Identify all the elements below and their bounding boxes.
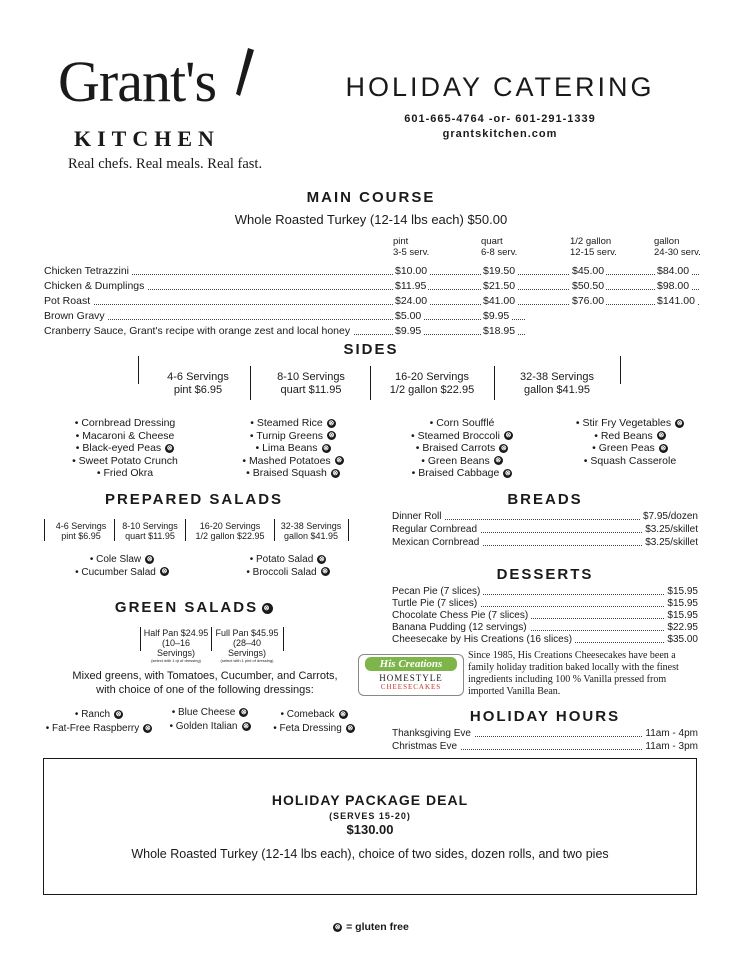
gluten-free-icon: ⊗ xyxy=(332,469,339,477)
salad-tier: 32-38 Servings gallon $41.95 xyxy=(280,521,342,541)
list-item: • Ranch ⊗ xyxy=(40,708,158,722)
item-price: $22.95 xyxy=(664,622,698,633)
item-price: $35.00 xyxy=(664,634,698,645)
table-row xyxy=(44,265,704,280)
item-name: Pecan Pie (7 slices) xyxy=(392,586,483,597)
page-title: HOLIDAY CATERING xyxy=(345,72,655,102)
list-item: • Golden Italian ⊗ xyxy=(160,720,260,734)
list-item: • Fried Okra xyxy=(60,467,190,480)
dressings-col2 xyxy=(160,706,260,734)
gluten-free-icon: ⊗ xyxy=(161,568,168,576)
prepared-salads-heading: PREPARED SALADS xyxy=(104,491,284,508)
price-cell: $45.00 xyxy=(572,265,605,277)
price-cell: $98.00 xyxy=(657,280,690,292)
item-price: $15.95 xyxy=(664,598,698,609)
gluten-free-icon: ⊗ xyxy=(323,444,329,452)
hours-list xyxy=(392,728,698,754)
phone-numbers: 601-665-4764 -or- 601-291-1339 xyxy=(404,113,596,125)
gluten-free-icon: ⊗ xyxy=(144,724,151,732)
list-item: • Stir Fry Vegetables ⊗ xyxy=(560,417,700,430)
list-item: • Turnip Greens ⊗ xyxy=(228,430,358,443)
sides-tier: 16-20 Servings 1/2 gallon $22.95 xyxy=(389,371,475,396)
sides-col2 xyxy=(228,417,358,480)
list-item: • Macaroni & Cheese xyxy=(60,430,190,443)
price-cell: $9.95 xyxy=(395,325,422,337)
main-course-list xyxy=(44,265,704,340)
list-item: • Braised Cabbage ⊗ xyxy=(392,467,532,480)
item-price: $3.25/skillet xyxy=(642,524,698,535)
logo-sub: KITCHEN xyxy=(74,126,220,151)
gluten-free-icon: ⊗ xyxy=(166,444,173,452)
item-price: 11am - 4pm xyxy=(642,728,698,739)
size-header-half-gallon: 1/2 gallon 12-15 serv. xyxy=(570,236,617,258)
price-cell: $50.50 xyxy=(572,280,605,292)
sides-tier: 8-10 Servings quart $11.95 xyxy=(277,371,345,396)
gluten-free-icon: ⊗ xyxy=(263,604,272,612)
gluten-free-icon: ⊗ xyxy=(115,710,122,718)
list-item xyxy=(392,634,698,646)
item-name: Chicken Tetrazzini xyxy=(44,265,132,277)
price-cell: $84.00 xyxy=(657,265,690,277)
divider xyxy=(250,366,251,400)
package-desc: Whole Roasted Turkey (12-14 lbs each), choice of two sides, dozen rolls, and two pies xyxy=(131,847,609,861)
size-header-pint: pint 3-5 serv. xyxy=(393,236,430,258)
gluten-free-icon: ⊗ xyxy=(328,419,335,427)
gluten-free-icon: ⊗ xyxy=(243,722,249,730)
price-cell: $41.00 xyxy=(483,295,516,307)
gluten-free-icon: ⊗ xyxy=(504,469,511,477)
list-item: • Sweet Potato Crunch xyxy=(60,455,190,468)
desserts-heading: DESSERTS xyxy=(496,566,594,583)
gluten-free-icon: ⊗ xyxy=(340,710,346,718)
holiday-hours-heading: HOLIDAY HOURS xyxy=(469,708,621,725)
package-heading: HOLIDAY PACKAGE DEAL xyxy=(271,792,469,808)
dressings-col1 xyxy=(40,708,158,736)
prepared-salads-col1 xyxy=(62,554,182,579)
sides-heading: SIDES xyxy=(343,341,399,358)
sides-col3 xyxy=(392,417,532,480)
list-item: • Corn Soufflé xyxy=(392,417,532,430)
green-salads-heading: GREEN SALADS ⊗ xyxy=(114,599,272,616)
divider xyxy=(138,356,139,384)
divider xyxy=(140,627,141,651)
gluten-free-legend: ⊗ = gluten free xyxy=(334,921,409,933)
full-pan: Full Pan $45.95 (28–40 Servings) (select with 1 pint of dressing) xyxy=(215,628,279,663)
price-cell: $10.00 xyxy=(395,265,428,277)
gluten-free-icon: ⊗ xyxy=(495,457,502,465)
prepared-salads-col2 xyxy=(228,554,348,579)
item-price: $15.95 xyxy=(664,586,698,597)
gluten-free-icon: ⊗ xyxy=(240,708,247,716)
list-item: • Broccoli Salad ⊗ xyxy=(228,567,348,580)
cheesecake-note: Since 1985, His Creations Cheesecakes have been a family holiday tradition baked locally with the finest ingredients including 100 % Vanilla pressed from imported Vanilla Bean. xyxy=(468,650,679,697)
item-price: $7.95/dozen xyxy=(640,511,698,522)
table-row xyxy=(44,325,704,340)
item-name: Pot Roast xyxy=(44,295,93,307)
list-item xyxy=(392,586,698,598)
item-name: Christmas Eve xyxy=(392,741,460,752)
item-price: 11am - 3pm xyxy=(642,741,698,752)
table-row xyxy=(44,310,704,325)
list-item: • Cucumber Salad ⊗ xyxy=(62,567,182,580)
list-item: • Green Peas ⊗ xyxy=(560,442,700,455)
dressings-col3 xyxy=(264,708,364,736)
divider xyxy=(494,366,495,400)
his-creations-logo: His Creations HOMESTYLE CHEESECAKES xyxy=(358,654,464,696)
website: grantskitchen.com xyxy=(442,128,558,140)
divider xyxy=(114,519,115,541)
list-item: • Comeback ⊗ xyxy=(264,708,364,722)
list-item: • Braised Squash ⊗ xyxy=(228,467,358,480)
item-name: Chocolate Chess Pie (7 slices) xyxy=(392,610,531,621)
size-header-quart: quart 6-8 serv. xyxy=(481,236,518,258)
list-item: • Red Beans ⊗ xyxy=(560,430,700,443)
gluten-free-icon: ⊗ xyxy=(328,432,335,440)
price-cell: $141.00 xyxy=(657,295,695,307)
gluten-free-icon: ⊗ xyxy=(676,419,683,427)
item-name: Mexican Cornbread xyxy=(392,537,482,548)
gluten-free-icon: ⊗ xyxy=(322,568,329,576)
item-name: Cheesecake by His Creations (16 slices) xyxy=(392,634,575,645)
list-item: • Cole Slaw ⊗ xyxy=(62,554,182,567)
list-item: • Lima Beans ⊗ xyxy=(228,442,358,455)
table-row xyxy=(44,295,704,310)
salad-tier: 4-6 Servings pint $6.95 xyxy=(55,521,107,541)
half-pan: Half Pan $24.95 (10–16 Servings) (select with 1 qt of dressing) xyxy=(143,628,209,663)
tagline: Real chefs. Real meals. Real fast. xyxy=(68,156,263,172)
price-cell: $19.50 xyxy=(483,265,516,277)
gluten-free-icon: ⊗ xyxy=(660,444,667,452)
sides-tier: 32-38 Servings gallon $41.95 xyxy=(520,371,594,396)
turkey-line: Whole Roasted Turkey (12-14 lbs each) $50.00 xyxy=(234,212,508,227)
list-item xyxy=(392,511,698,524)
salad-tier: 16-20 Servings 1/2 gallon $22.95 xyxy=(195,521,265,541)
list-item xyxy=(392,622,698,634)
list-item: • Feta Dressing ⊗ xyxy=(264,722,364,736)
gluten-free-icon: ⊗ xyxy=(658,432,665,440)
list-item: • Potato Salad ⊗ xyxy=(228,554,348,567)
gluten-free-icon: ⊗ xyxy=(146,555,153,563)
divider xyxy=(620,356,621,384)
gluten-free-icon: ⊗ xyxy=(505,432,512,440)
gluten-free-icon: ⊗ xyxy=(334,923,341,931)
item-name: Turtle Pie (7 slices) xyxy=(392,598,480,609)
breads-list xyxy=(392,511,698,550)
gluten-free-icon: ⊗ xyxy=(318,555,325,563)
gluten-free-icon: ⊗ xyxy=(347,724,354,732)
item-name: Dinner Roll xyxy=(392,511,444,522)
divider xyxy=(274,519,275,541)
price-cell: $5.00 xyxy=(395,310,422,322)
item-name: Chicken & Dumplings xyxy=(44,280,147,292)
green-salads-desc: Mixed greens, with Tomatoes, Cucumber, and Carrots, with choice of one of the following dressings: xyxy=(72,670,338,696)
desserts-list xyxy=(392,586,698,646)
sides-col4 xyxy=(560,417,700,467)
list-item xyxy=(392,598,698,610)
list-item xyxy=(392,524,698,537)
list-item: • Blue Cheese ⊗ xyxy=(160,706,260,720)
list-item: • Green Beans ⊗ xyxy=(392,455,532,468)
price-cell: $24.00 xyxy=(395,295,428,307)
item-name: Banana Pudding (12 servings) xyxy=(392,622,530,633)
breads-heading: BREADS xyxy=(507,491,583,508)
item-name: Regular Cornbread xyxy=(392,524,480,535)
item-price: $15.95 xyxy=(664,610,698,621)
list-item: • Cornbread Dressing xyxy=(60,417,190,430)
gluten-free-icon: ⊗ xyxy=(336,457,343,465)
price-cell: $11.95 xyxy=(395,280,427,292)
price-cell: $76.00 xyxy=(572,295,605,307)
salad-tier: 8-10 Servings quart $11.95 xyxy=(122,521,178,541)
logo xyxy=(58,49,273,182)
divider xyxy=(185,519,186,541)
divider xyxy=(283,627,284,651)
package-price: $130.00 xyxy=(346,822,394,837)
list-item: • Squash Casserole xyxy=(560,455,700,468)
main-course-heading: MAIN COURSE xyxy=(306,189,436,206)
list-item: • Braised Carrots ⊗ xyxy=(392,442,532,455)
size-header-gallon: gallon 24-30 serv. xyxy=(654,236,701,258)
list-item: • Black-eyed Peas ⊗ xyxy=(60,442,190,455)
list-item xyxy=(392,537,698,550)
gluten-free-icon: ⊗ xyxy=(500,444,507,452)
price-cell: $18.95 xyxy=(483,325,516,337)
divider xyxy=(348,519,349,541)
item-name: Cranberry Sauce, Grant's recipe with orange zest and local honey xyxy=(44,325,353,337)
list-item: • Mashed Potatoes ⊗ xyxy=(228,455,358,468)
package-deal-box xyxy=(43,758,697,895)
item-name: Thanksgiving Eve xyxy=(392,728,474,739)
package-serves: (SERVES 15-20) xyxy=(329,811,411,821)
knife-icon xyxy=(218,46,258,106)
list-item xyxy=(392,728,698,741)
list-item: • Steamed Rice ⊗ xyxy=(228,417,358,430)
list-item: • Fat-Free Raspberry ⊗ xyxy=(40,722,158,736)
item-price: $3.25/skillet xyxy=(642,537,698,548)
item-name: Brown Gravy xyxy=(44,310,108,322)
logo-name: Grant's xyxy=(58,49,217,114)
price-cell: $21.50 xyxy=(483,280,516,292)
sides-tier: 4-6 Servings pint $6.95 xyxy=(167,371,229,396)
list-item: • Steamed Broccoli ⊗ xyxy=(392,430,532,443)
divider xyxy=(211,627,212,651)
price-cell: $9.95 xyxy=(483,310,510,322)
sides-col1 xyxy=(60,417,190,480)
divider xyxy=(370,366,371,400)
list-item xyxy=(392,741,698,754)
divider xyxy=(44,519,45,541)
list-item xyxy=(392,610,698,622)
table-row xyxy=(44,280,704,295)
